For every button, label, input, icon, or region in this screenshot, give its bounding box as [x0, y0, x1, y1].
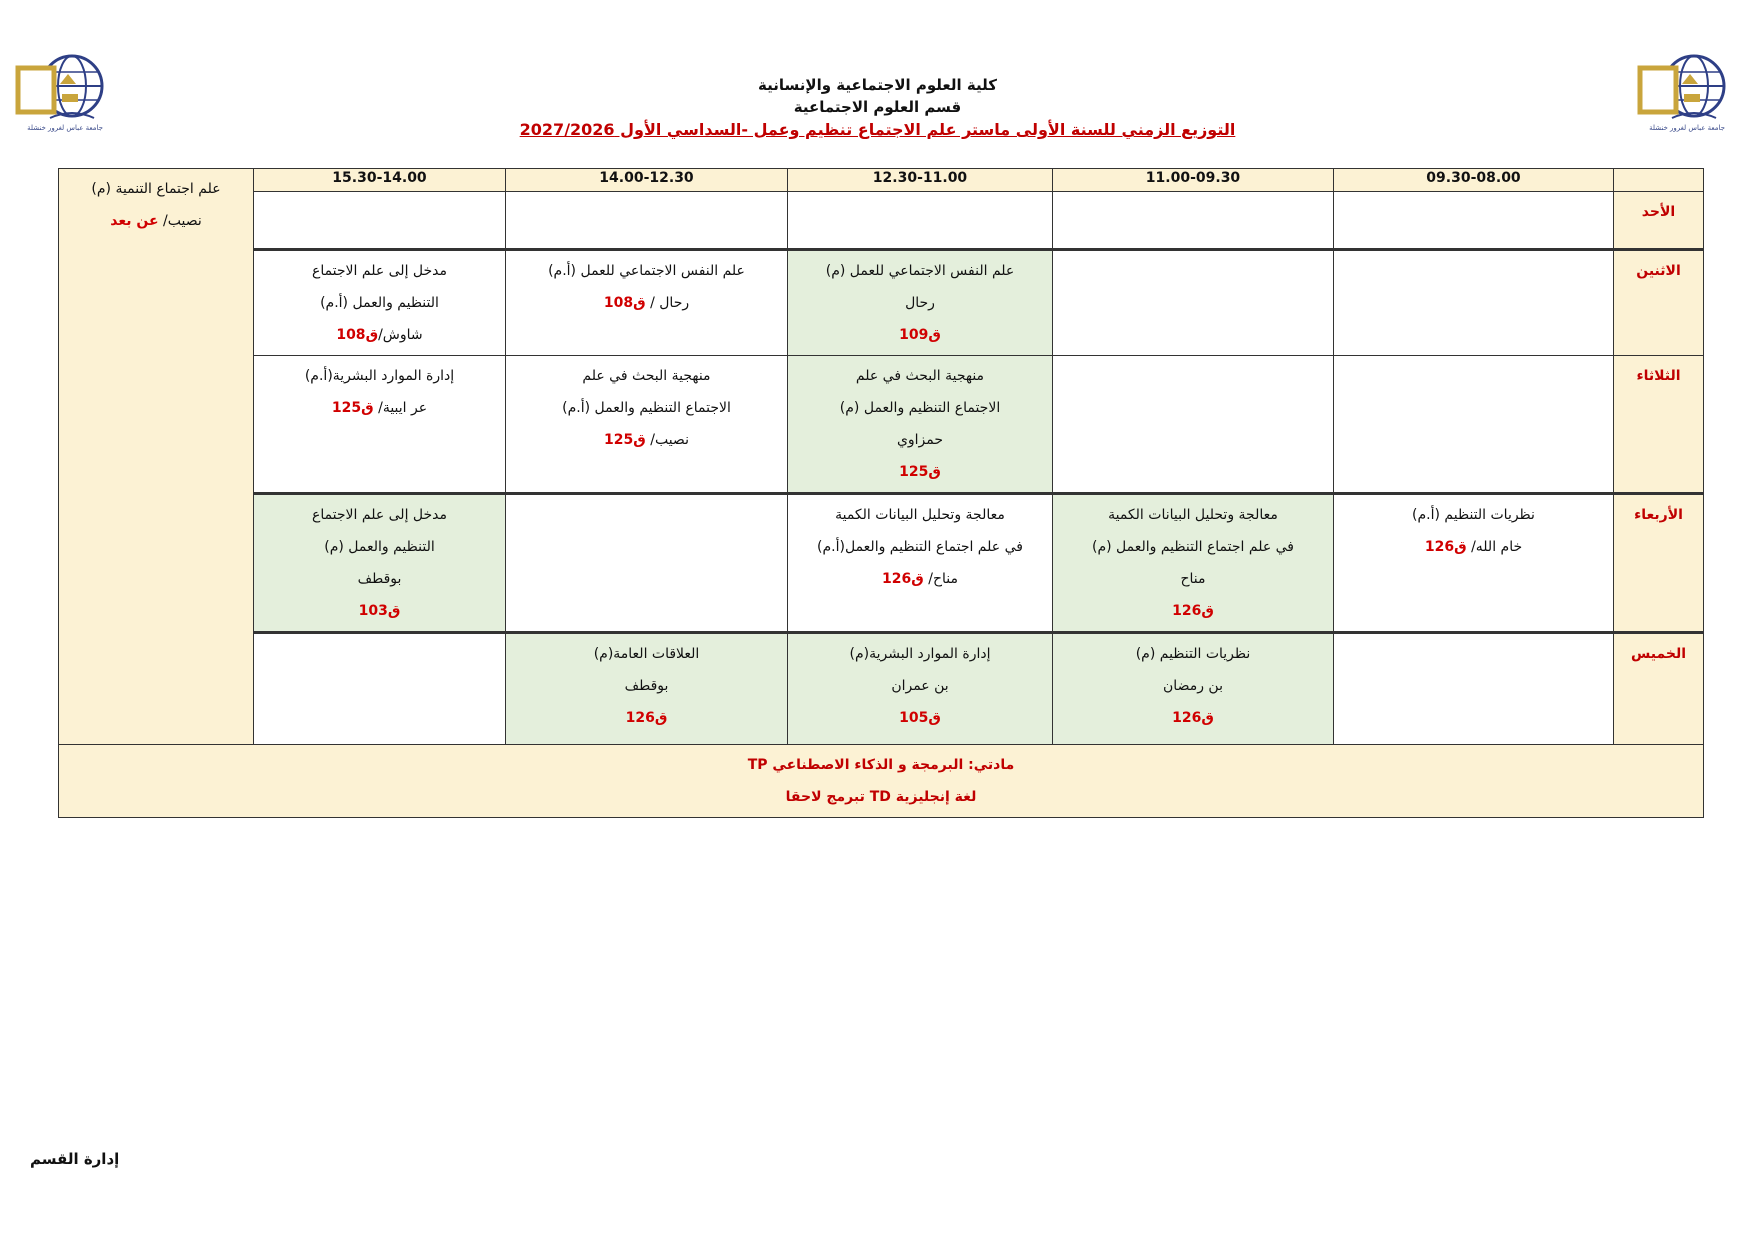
- schedule-title: التوزيع الزمني للسنة الأولى ماستر علم الاجتماع تنظيم وعمل -السداسي الأول 2027/2026: [519, 120, 1236, 139]
- time-slot-4: 14.00-12.30: [506, 169, 788, 192]
- day-tuesday: الثلاثاء: [1614, 356, 1704, 494]
- signature-label: إدارة القسم: [30, 1150, 120, 1168]
- schedule-cell: [788, 192, 1053, 250]
- time-slot-3: 12.30-11.00: [788, 169, 1053, 192]
- room-label: ق125: [604, 432, 646, 448]
- logo-caption: جامعة عباس لغرور خنشلة: [1649, 124, 1725, 132]
- schedule-cell: مدخل إلى علم الاجتماع التنظيم والعمل (م) بوقطف ق103: [254, 494, 506, 633]
- university-logo-right: [1632, 54, 1742, 140]
- schedule-cell: نظريات التنظيم (م) بن رمضان ق126: [1053, 633, 1334, 745]
- table-row: [59, 356, 1704, 494]
- room-label: ق109: [899, 327, 941, 343]
- schedule-cell: علم النفس الاجتماعي للعمل (أ.م) رحال / ق108: [506, 250, 788, 356]
- room-label: ق126: [1424, 539, 1467, 555]
- room-label: ق126: [882, 571, 924, 587]
- day-thursday: الخميس: [1614, 633, 1704, 745]
- schedule-cell: منهجية البحث في علم الاجتماع التنظيم والعمل (م) حمزاوي ق125: [788, 356, 1053, 494]
- footer-note: [59, 745, 1704, 818]
- room-label: ق105: [899, 710, 941, 726]
- schedule-cell: [1334, 250, 1614, 356]
- room-label: ق103: [358, 603, 401, 619]
- schedule-cell: [506, 192, 788, 250]
- logo-caption: جامعة عباس لغرور خنشلة: [27, 124, 103, 132]
- schedule-cell: العلاقات العامة(م) بوقطف ق126: [506, 633, 788, 745]
- room-label: ق126: [625, 710, 668, 726]
- schedule-cell: معالجة وتحليل البيانات الكمية في علم اجتماع التنظيم والعمل (م) مناح ق126: [1053, 494, 1334, 633]
- schedule-cell: معالجة وتحليل البيانات الكمية في علم اجتماع التنظيم والعمل(أ.م) مناح/ ق126: [788, 494, 1053, 633]
- schedule-cell: [1334, 356, 1614, 494]
- department-name: قسم العلوم الاجتماعية: [793, 98, 962, 116]
- day-monday: الاثنين: [1614, 250, 1704, 356]
- document-header: [400, 74, 1355, 142]
- schedule-cell: [1334, 192, 1614, 250]
- footer-line-1: مادتي: البرمجة و الذكاء الاصطناعي TP: [747, 757, 1015, 773]
- schedule-cell: علم النفس الاجتماعي للعمل (م) رحال ق109: [788, 250, 1053, 356]
- room-label: ق126: [1172, 603, 1214, 619]
- schedule-cell: نظريات التنظيم (أ.م) خام الله/ ق126: [1334, 494, 1614, 633]
- room-label: ق108: [336, 327, 379, 343]
- schedule-cell: [506, 494, 788, 633]
- room-label: ق126: [1172, 710, 1214, 726]
- table-row: [59, 192, 1704, 250]
- schedule-cell: [1053, 356, 1334, 494]
- schedule-cell: إدارة الموارد البشرية(أ.م) عر ايبية/ ق125: [254, 356, 506, 494]
- time-header-row: [59, 169, 1704, 192]
- side-panel-course: [59, 169, 254, 745]
- schedule-cell: [254, 192, 506, 250]
- header-corner: [1614, 169, 1704, 192]
- schedule-cell: منهجية البحث في علم الاجتماع التنظيم والعمل (أ.م) نصيب/ ق125: [506, 356, 788, 494]
- table-row: [59, 494, 1704, 633]
- schedule-cell: [1334, 633, 1614, 745]
- schedule-cell: [1053, 250, 1334, 356]
- day-sunday: الأحد: [1614, 192, 1704, 250]
- room-label: ق125: [331, 400, 374, 416]
- time-slot-5: 15.30-14.00: [254, 169, 506, 192]
- day-wednesday: الأربعاء: [1614, 494, 1704, 633]
- footer-line-2: لغة إنجليزية TD تبرمج لاحقا: [785, 789, 977, 805]
- room-label: ق108: [603, 295, 646, 311]
- schedule-cell: [1053, 192, 1334, 250]
- remote-label: عن بعد: [110, 213, 159, 229]
- time-slot-1: 09.30-08.00: [1334, 169, 1614, 192]
- faculty-name: كلية العلوم الاجتماعية والإنسانية: [758, 76, 997, 94]
- time-slot-2: 11.00-09.30: [1053, 169, 1334, 192]
- table-row: [59, 250, 1704, 356]
- schedule-cell: إدارة الموارد البشرية(م) بن عمران ق105: [788, 633, 1053, 745]
- side-course-title: علم اجتماع التنمية (م): [91, 181, 221, 197]
- university-logo-left: [10, 54, 120, 140]
- side-course-teacher: نصيب/ عن بعد: [110, 213, 202, 229]
- footer-row: [59, 745, 1704, 818]
- schedule-cell: [254, 633, 506, 745]
- table-row: [59, 633, 1704, 745]
- schedule-table: [58, 168, 1704, 818]
- room-label: ق125: [899, 464, 941, 480]
- schedule-cell: مدخل إلى علم الاجتماع التنظيم والعمل (أ.م) شاوش/ق108: [254, 250, 506, 356]
